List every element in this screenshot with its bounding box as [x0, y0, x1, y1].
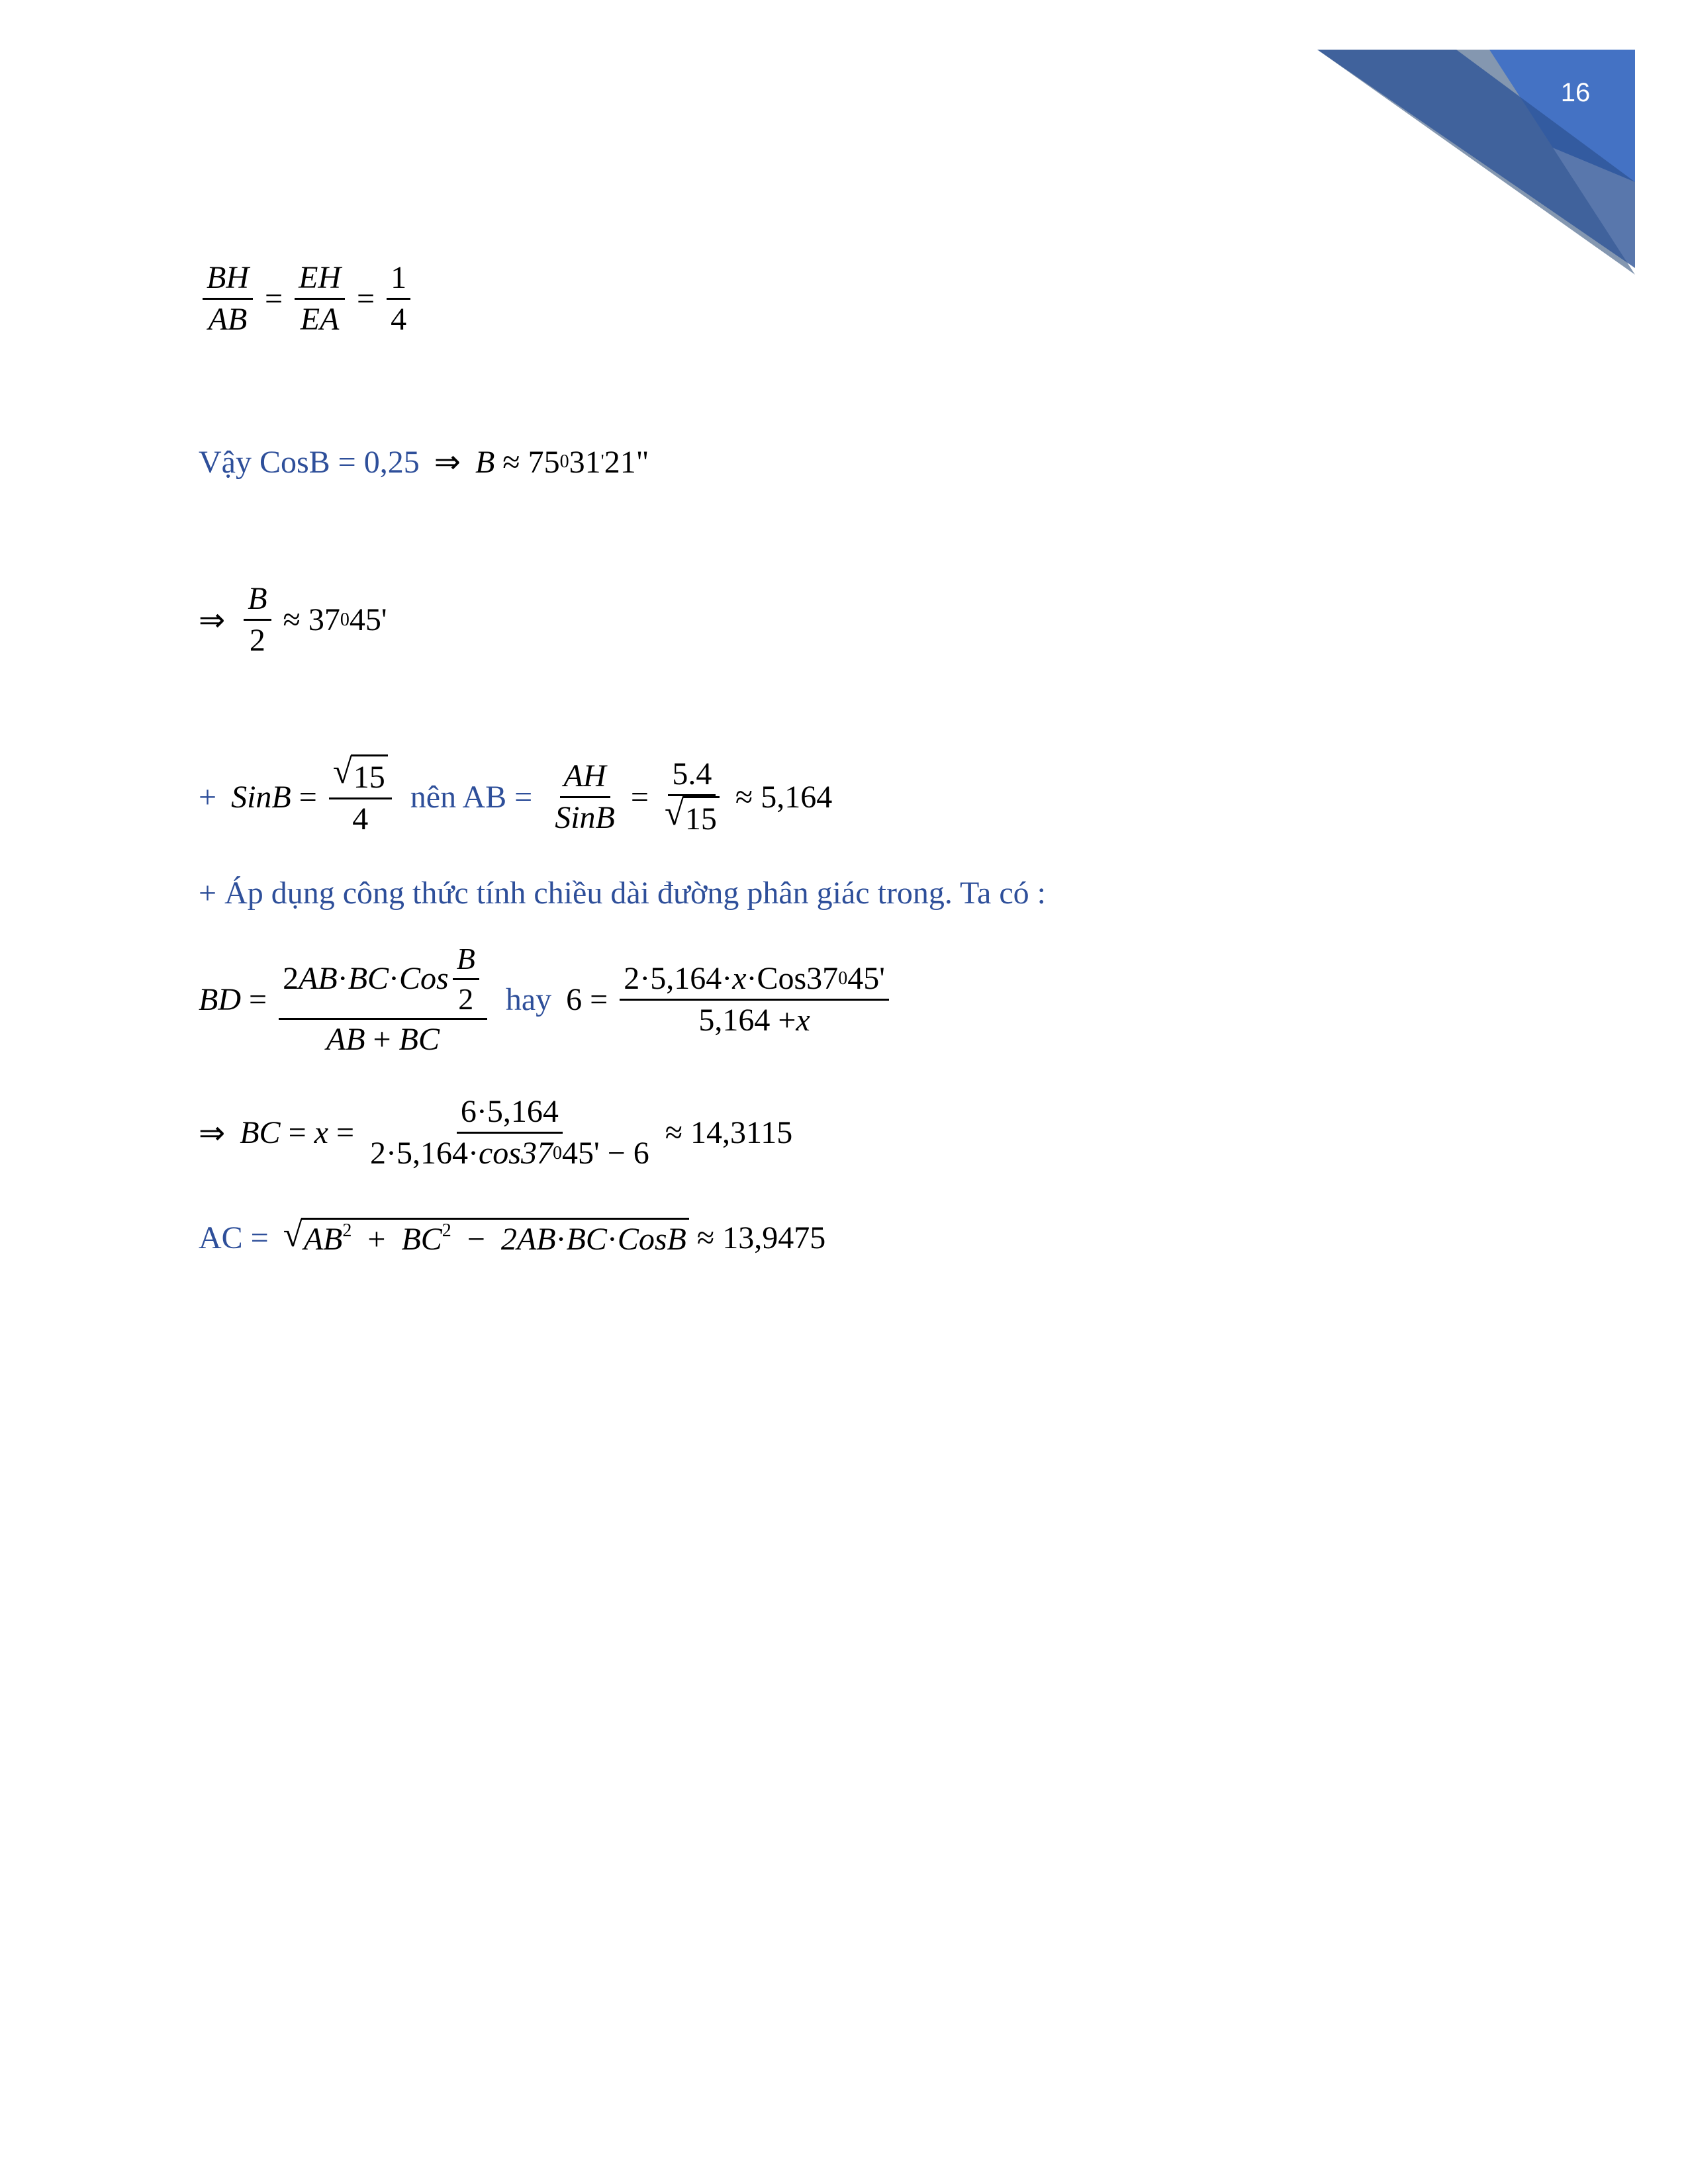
fraction-six-equation: 2·5,164· x ·Cos37 0 45' 5,164 + x: [620, 959, 889, 1040]
fraction-bd-formula: 2 AB · BC · Cos $\frac{B}{2}$ AB + BC: [279, 940, 487, 1060]
bc-result: 14,3115: [690, 1115, 793, 1150]
equation-ac: AC = √ $AB^2 + BC^2$ − 2AB·BC·CosB ≈ 13,9475: [199, 1216, 826, 1257]
equation-cos-b: Vậy CosB = 0,25 ⇒ B ≈ 75 0 31 ' 21": [199, 444, 649, 480]
fraction-bh-ab: $\frac{BH}{AB}$: [203, 258, 253, 340]
sqrt-ac: √ $AB^2 + BC^2$ − 2AB·BC·CosB: [283, 1218, 689, 1257]
fraction-54-over-sqrt15: 5.4 √ 15: [661, 754, 724, 839]
fraction-sqrt15-over-4: √ 15 4: [329, 754, 392, 839]
ac-result: 13,9475: [722, 1220, 826, 1255]
equation-sin-b: + SinB = √ 15 4 nên AB = $\frac{AH}{\text{SinB}}$ = 5.4 √ 15 ≈ 5,164: [199, 754, 832, 839]
hay-label: hay: [505, 982, 552, 1017]
fraction-ah-over-sinb: $\frac{AH}{\text{SinB}}$: [551, 756, 619, 838]
fraction-bc-value: 6·5,164 2·5,164· cos37 0 45' − 6: [366, 1092, 653, 1173]
fraction-one-quarter: $\frac{1}{4}$: [387, 258, 410, 340]
nen-ab-label: nên AB =: [410, 779, 533, 815]
bisector-formula-text: + Áp dụng công thức tính chiều dài đường phân giác trong. Ta có :: [199, 876, 1046, 911]
ab-result: 5,164: [761, 779, 833, 815]
ac-label: AC =: [199, 1220, 269, 1255]
fraction-eh-ea: $\frac{EH}{EA}$: [295, 258, 345, 340]
equation-half-b: ⇒ $\frac{B}{2}$ ≈ 37 0 45': [199, 579, 387, 660]
fraction-inner-b-over-2: $\frac{B}{2}$: [453, 940, 479, 1018]
cos-b-label: Vậy CosB = 0,25: [199, 444, 420, 480]
fraction-b-over-2: $\frac{B}{2}$: [244, 579, 271, 660]
equation-bd: BD = 2 AB · BC · Cos $\frac{B}{2}$ AB + BC hay 6 = 2·5,164· x ·Cos37 0 45' 5,164 + x: [199, 940, 893, 1060]
equation-bc: ⇒ BC = x = 6·5,164 2·5,164· cos37 0 45' − 6 ≈ 14,3115: [199, 1092, 792, 1173]
page-number: 16: [1560, 78, 1591, 107]
equation-ratio: $\frac{BH}{AB}$ = $\frac{EH}{EA}$ = $\frac{1}{4}$: [199, 258, 414, 340]
